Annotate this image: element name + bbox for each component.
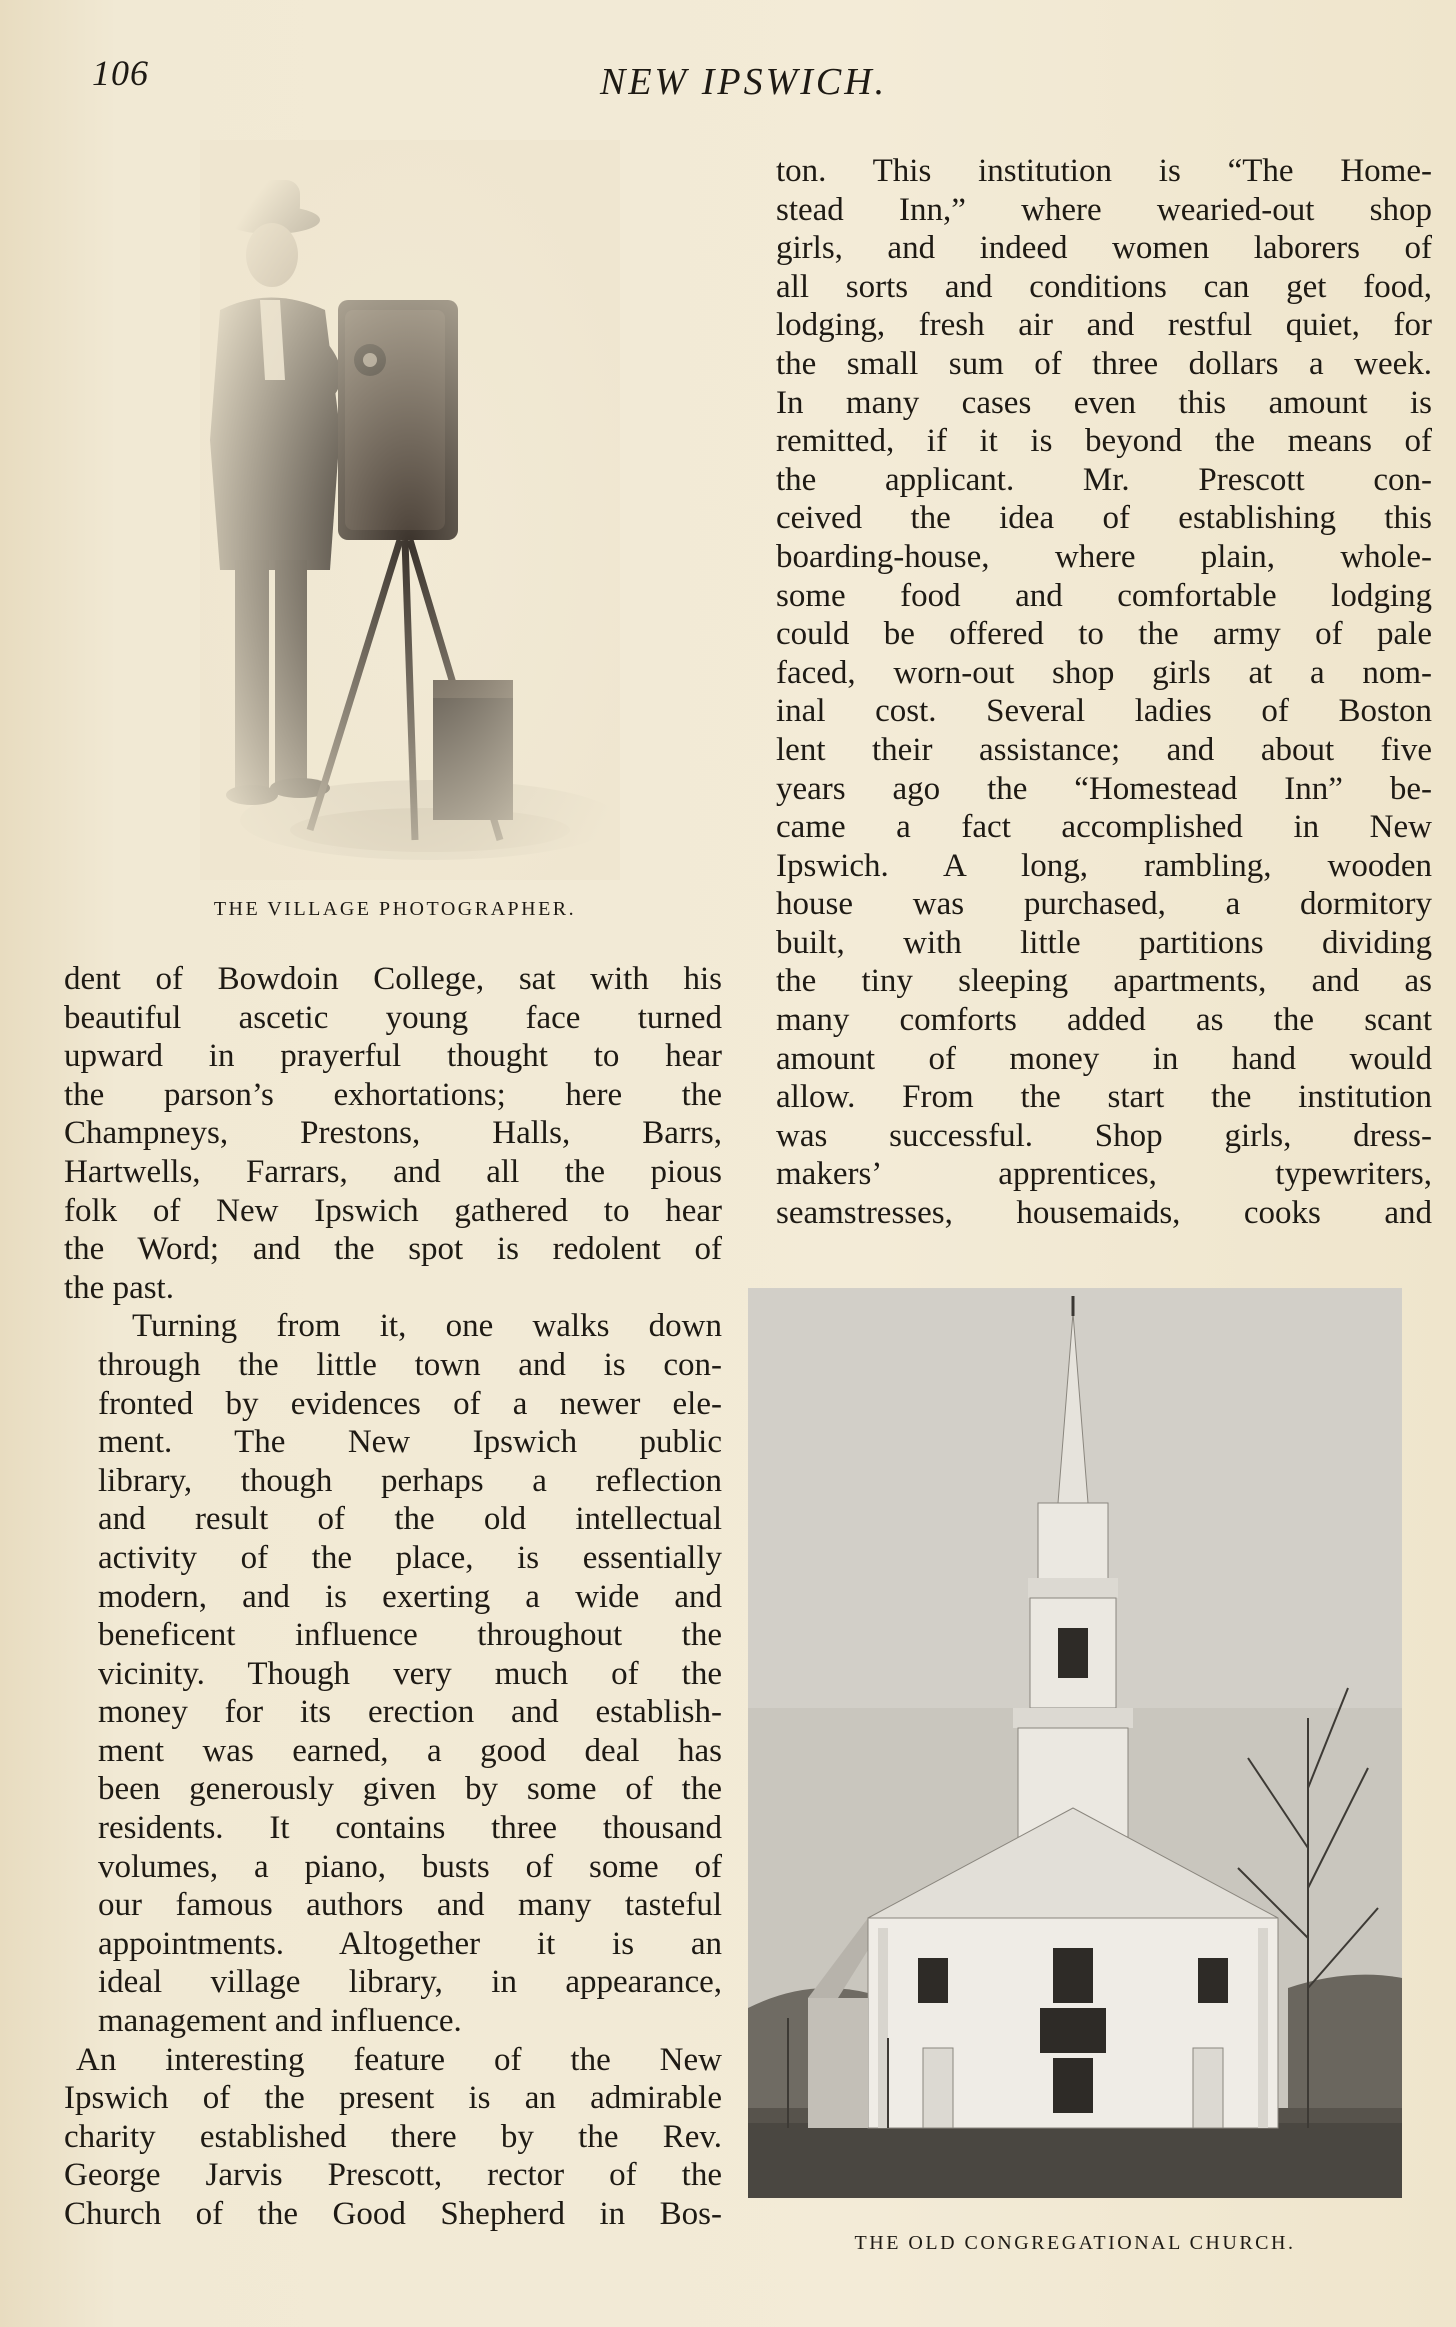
text-line: all sorts and conditions can get food, — [776, 268, 1432, 305]
text-line: seamstresses, housemaids, cooks and — [776, 1195, 1432, 1232]
text-line: boarding-house, where plain, whole- — [776, 538, 1432, 575]
text-line: through the little town and is con- — [98, 1346, 722, 1383]
text-line: modern, and is exerting a wide and — [98, 1578, 722, 1615]
text-line: lodging, fresh air and restful quiet, for — [776, 307, 1432, 344]
church-caption: THE OLD CONGREGATIONAL CHURCH. — [854, 2232, 1296, 2254]
text-line: Ipswich of the present is an admirable — [64, 2080, 722, 2117]
text-line: could be offered to the army of pale — [776, 616, 1432, 653]
text-line: and result of the old intellectual — [98, 1501, 722, 1538]
text-line: In many cases even this amount is — [776, 384, 1432, 421]
text-line: built, with little partitions dividing — [776, 924, 1432, 961]
text-line: amount of money in hand would — [776, 1040, 1432, 1077]
text-line: George Jarvis Prescott, rector of the — [64, 2157, 722, 2194]
text-line: some food and comfortable lodging — [776, 577, 1432, 614]
text-line: the applicant. Mr. Prescott con- — [776, 461, 1432, 498]
text-line: beautiful ascetic young face turned — [64, 999, 722, 1036]
text-line: allow. From the start the institution — [776, 1079, 1432, 1116]
text-line: Turning from it, one walks down — [132, 1308, 722, 1345]
text-line: appointments. Altogether it is an — [98, 1925, 722, 1962]
left-paragraph-2 — [64, 1307, 722, 2040]
text-line: fronted by evidences of a newer ele- — [98, 1385, 722, 1422]
text-line: was successful. Shop girls, dress- — [776, 1117, 1432, 1154]
village-photographer-illustration — [200, 140, 620, 880]
text-line: Champneys, Prestons, Halls, Barrs, — [64, 1115, 722, 1152]
photographer-caption: THE VILLAGE PHOTOGRAPHER. — [213, 898, 577, 920]
text-line: the tiny sleeping apartments, and as — [776, 963, 1432, 1000]
text-line: ton. This institution is “The Home- — [776, 153, 1432, 189]
text-line: makers’ apprentices, typewriters, — [776, 1156, 1432, 1193]
text-line: charity established there by the Rev. — [64, 2118, 722, 2155]
text-line: ideal village library, in appearance, — [98, 1964, 722, 2001]
text-line: house was purchased, a dormitory — [776, 886, 1432, 923]
text-line: money for its erection and establish- — [98, 1694, 722, 1731]
text-line: the small sum of three dollars a week. — [776, 345, 1432, 382]
text-line: many comforts added as the scant — [776, 1002, 1432, 1039]
text-line: remitted, if it is beyond the means of — [776, 423, 1432, 460]
text-line: beneficent influence throughout the — [98, 1617, 722, 1654]
left-paragraph-3 — [64, 2041, 722, 2234]
text-line: years ago the “Homestead Inn” be- — [776, 770, 1432, 807]
running-title: NEW IPSWICH. — [600, 61, 888, 103]
left-paragraph-1 — [64, 960, 722, 1307]
text-line: the past. — [64, 1269, 174, 1306]
text-line: residents. It contains three thousand — [98, 1810, 722, 1847]
right-paragraph — [776, 152, 1432, 1233]
text-line: ceived the idea of establishing this — [776, 500, 1432, 537]
text-line: ment. The New Ipswich public — [98, 1424, 722, 1461]
text-line: volumes, a piano, busts of some of — [98, 1848, 722, 1885]
text-line: inal cost. Several ladies of Boston — [776, 693, 1432, 730]
text-line: girls, and indeed women laborers of — [776, 230, 1432, 267]
text-line: upward in prayerful thought to hear — [64, 1038, 722, 1075]
text-line: management and influence. — [98, 2003, 462, 2040]
old-congregational-church-photo — [748, 1288, 1402, 2198]
text-line: came a fact accomplished in New — [776, 809, 1432, 846]
text-line: lent their assistance; and about five — [776, 731, 1432, 768]
page-number: 106 — [92, 53, 149, 93]
text-line: been generously given by some of the — [98, 1771, 722, 1808]
text-line: faced, worn-out shop girls at a nom- — [776, 654, 1432, 691]
text-line: library, though perhaps a reflection — [98, 1462, 722, 1499]
photographer-engraving — [200, 140, 620, 880]
church-halftone — [748, 1288, 1402, 2198]
text-line: ment was earned, a good deal has — [98, 1732, 722, 1769]
left-column-text — [64, 960, 722, 2234]
text-line: vicinity. Though very much of the — [98, 1655, 722, 1692]
text-line: activity of the place, is essentially — [98, 1539, 722, 1576]
text-line: Hartwells, Farrars, and all the pious — [64, 1153, 722, 1190]
text-line: Church of the Good Shepherd in Bos- — [64, 2196, 722, 2232]
text-line: our famous authors and many tasteful — [98, 1887, 722, 1924]
text-line: An interesting feature of the New — [76, 2041, 722, 2078]
text-line: Ipswich. A long, rambling, wooden — [776, 847, 1432, 884]
text-line: the parson’s exhortations; here the — [64, 1076, 722, 1113]
right-column-text — [776, 152, 1432, 1233]
text-line: dent of Bowdoin College, sat with his — [64, 961, 722, 997]
text-line: folk of New Ipswich gathered to hear — [64, 1192, 722, 1229]
text-line: stead Inn,” where wearied-out shop — [776, 191, 1432, 228]
text-line: the Word; and the spot is redolent of — [64, 1231, 722, 1268]
